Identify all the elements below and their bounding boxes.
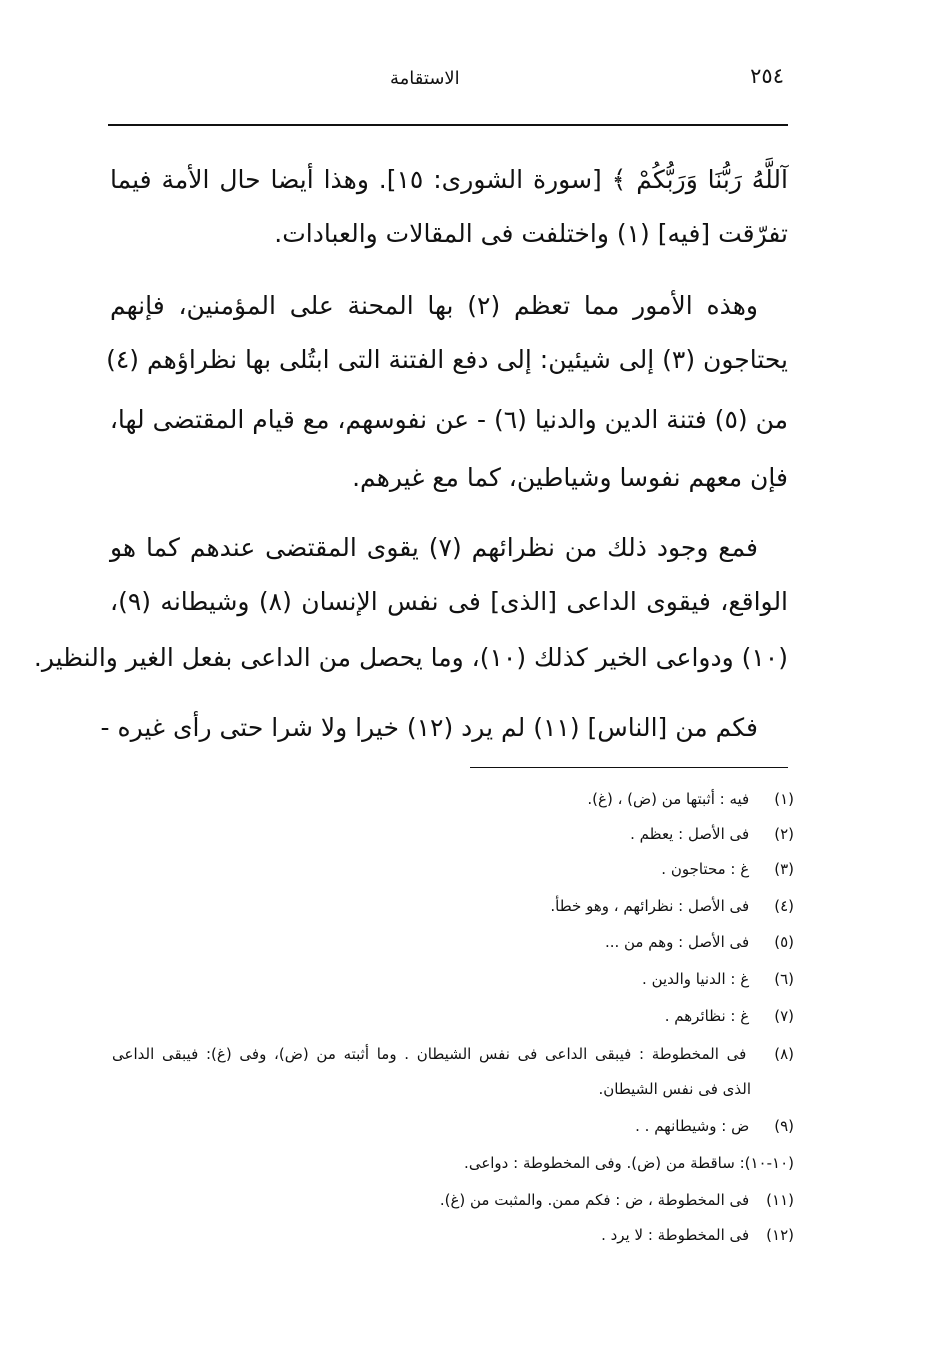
footnote-number: (٤) xyxy=(774,897,794,915)
footnote-text: ض : وشيطانهم . . xyxy=(635,1117,750,1135)
header-rule xyxy=(108,124,788,126)
footnote xyxy=(635,1113,794,1139)
body-line: من (٥) فتنة الدين والدنيا (٦) - عن نفوسهم، مع قيام المقتضى لها، xyxy=(109,405,788,434)
footnote-text: ساقطة من (ض). وفى المخطوطة : دواعى. xyxy=(464,1154,735,1172)
footnote-continuation xyxy=(598,1076,751,1102)
footnote-text: فى الأصل : نظرائهم ، وهو خطأ. xyxy=(550,897,750,915)
footnote-text: فيه : أثبتها من (ض) ، (غ). xyxy=(587,790,750,808)
body-line: فكم من [الناس] (١١) لم يرد (١٢) خيرا ولا شرا حتى رأى غيره - xyxy=(100,713,758,742)
page-number: ٢٥٤ xyxy=(750,64,784,88)
body-line: تفرّقت [فيه] (١) واختلفت فى المقالات والعبادات. xyxy=(274,219,788,248)
footnote-number: (٦) xyxy=(774,970,794,988)
footnote xyxy=(642,966,794,992)
body-line: فإن معهم نفوسا وشياطين، كما مع غيرهم. xyxy=(352,463,788,492)
body-line: فمع وجود ذلك من نظرائهم (٧) يقوى المقتضى عندهم كما هو xyxy=(110,533,758,562)
footnote-number: (١٢) xyxy=(766,1226,794,1244)
body-line: آللَّهُ رَبُّنَا وَرَبُّكُمْ ﴾ [سورة الشورى: ١٥]. وهذا أيضا حال الأمة فيما xyxy=(110,165,788,194)
footnote-text: غ : نظائرهم . xyxy=(664,1007,750,1025)
footnote xyxy=(605,929,794,955)
footnote xyxy=(601,1222,794,1248)
footnote-text: فى المخطوطة : لا يرد . xyxy=(601,1226,750,1244)
footnote xyxy=(440,1187,794,1213)
body-line: الواقع، فيقوى الداعى [الذى] فى نفس الإنسان (٨) وشيطانه (٩)، xyxy=(110,587,789,616)
footnote-number: (١) xyxy=(774,790,794,808)
footnote xyxy=(630,821,794,847)
body-line: وهذه الأمور مما تعظم (٢) بها المحنة على المؤمنين، فإنهم xyxy=(110,291,758,320)
footnote xyxy=(464,1150,794,1176)
footnote-number: (٩) xyxy=(774,1117,794,1135)
body-line: (١٠) ودواعى الخير كذلك (١٠)، وما يحصل من الداعى بفعل الغير والنظير. xyxy=(33,643,788,672)
footnote-number: (٢) xyxy=(774,825,794,843)
footnote-text: الذى فى نفس الشيطان. xyxy=(598,1080,751,1098)
footnote-text: غ : محتاجون . xyxy=(661,860,750,878)
footnote-number: (١٠-١٠): xyxy=(739,1154,794,1172)
footnote-number: (٥) xyxy=(774,933,794,951)
footnote-number: (٧) xyxy=(774,1007,794,1025)
footnote-text: غ : الدنيا والدين . xyxy=(642,970,750,988)
footnote-text: فى المخطوطة : فيبقى الداعى فى نفس الشيطان . وما أثبته من (ض)، وفى (غ): فيبقى الداعى xyxy=(112,1045,747,1063)
footnote xyxy=(661,856,794,882)
footnote xyxy=(587,786,794,812)
footnote-number: (١١) xyxy=(766,1191,794,1209)
footnote-text: فى المخطوطة ، ض : فكم ممن. والمثبت من (غ). xyxy=(439,1191,750,1209)
footnote-rule xyxy=(470,767,788,768)
body-line: يحتاجون (٣) إلى شيئين: إلى دفع الفتنة التى ابتُلى بها نظراؤهم (٤) xyxy=(106,345,788,374)
footnote-text: فى الأصل : يعظم . xyxy=(630,825,750,843)
footnote-number: (٣) xyxy=(774,860,794,878)
footnote xyxy=(550,893,794,919)
running-title: الاستقامة xyxy=(390,68,460,89)
footnote-number: (٨) xyxy=(774,1045,794,1063)
footnote-text: فى الأصل : وهم من ... xyxy=(604,933,750,951)
footnote xyxy=(112,1041,794,1067)
footnote xyxy=(665,1003,794,1029)
